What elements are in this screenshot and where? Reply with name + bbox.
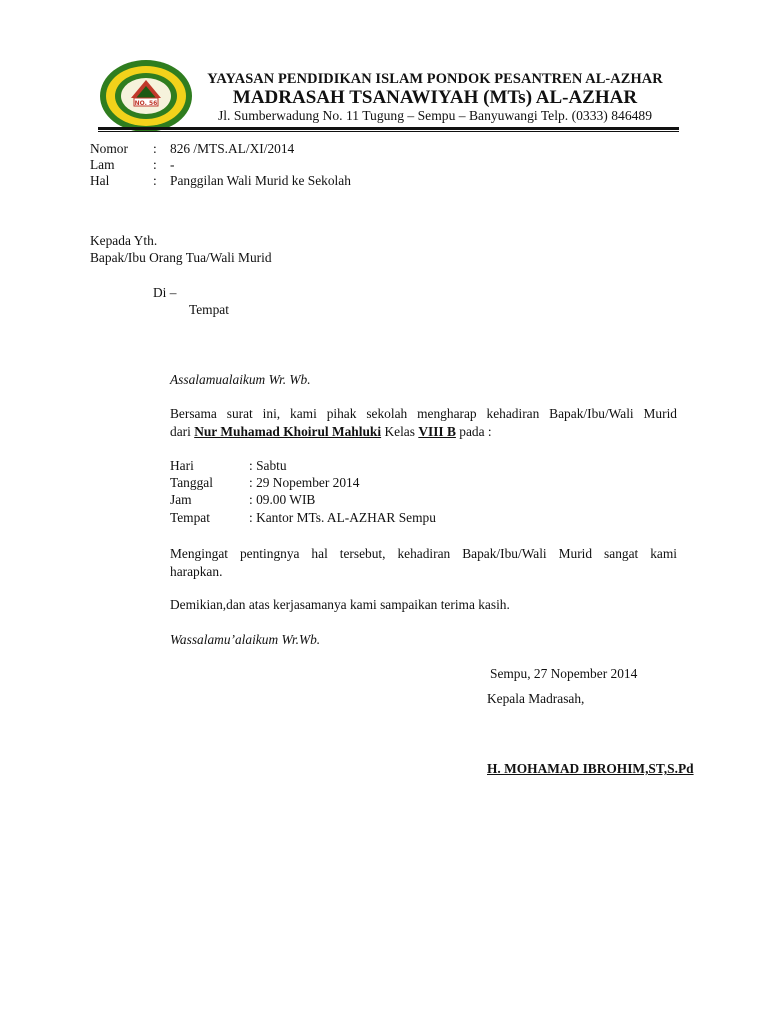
detail-date-value: : 29 Nopember 2014 <box>249 475 360 490</box>
foundation-name: YAYASAN PENDIDIKAN ISLAM PONDOK PESANTREN AL-AZHAR <box>207 71 663 87</box>
lam-label: Lam <box>90 157 115 172</box>
importance-paragraph <box>170 545 677 580</box>
recipient-name: Bapak/Ibu Orang Tua/Wali Murid <box>90 250 272 265</box>
detail-place-value: : Kantor MTs. AL-AZHAR Sempu <box>249 510 436 525</box>
signer-name: H. MOHAMAD IBROHIM,ST,S.Pd <box>487 761 694 776</box>
importance-line-2: harapkan. <box>170 563 223 579</box>
lam-value: - <box>170 157 175 172</box>
detail-place-label: Tempat <box>170 510 210 525</box>
closing-text: Demikian,dan atas kerjasamanya kami sampaikan terima kasih. <box>170 597 510 612</box>
letterhead-rule-thick <box>98 127 679 130</box>
letterhead-rule-thin <box>98 131 679 132</box>
detail-time-value: : 09.00 WIB <box>249 492 316 507</box>
hal-colon: : <box>153 173 157 188</box>
detail-day-label: Hari <box>170 458 194 473</box>
recipient-place: Tempat <box>189 302 229 317</box>
intro-line-2: dari Nur Muhamad Khoirul Mahluki Kelas VIII B pada : <box>170 423 492 439</box>
signature-place-date: Sempu, 27 Nopember 2014 <box>490 666 638 681</box>
recipient-salutation: Kepada Yth. <box>90 233 158 248</box>
hal-label: Hal <box>90 173 110 188</box>
nomor-colon: : <box>153 141 157 156</box>
detail-time-label: Jam <box>170 492 192 507</box>
school-logo <box>98 58 194 134</box>
signature-title: Kepala Madrasah, <box>487 691 585 706</box>
farewell: Wassalamu’alaikum Wr.Wb. <box>170 632 321 647</box>
school-name: MADRASAH TSANAWIYAH (MTs) AL-AZHAR <box>232 87 638 108</box>
nomor-value: 826 /MTS.AL/XI/2014 <box>170 141 295 156</box>
logo-number: NO. 56 <box>134 100 158 107</box>
detail-date-label: Tanggal <box>170 475 213 490</box>
school-address: Jl. Sumberwadung No. 11 Tugung – Sempu – Banyuwangi Telp. (0333) 846489 <box>217 108 653 123</box>
class-name: VIII B <box>418 423 456 439</box>
importance-line-1: Mengingat pentingnya hal tersebut, kehadiran Bapak/Ibu/Wali Murid sangat kami <box>170 546 677 561</box>
hal-value: Panggilan Wali Murid ke Sekolah <box>170 173 351 188</box>
lam-colon: : <box>153 157 157 172</box>
intro-paragraph <box>170 405 677 440</box>
recipient-di: Di – <box>153 285 177 300</box>
nomor-label: Nomor <box>90 141 128 156</box>
greeting: Assalamualaikum Wr. Wb. <box>170 372 311 387</box>
intro-line-1: Bersama surat ini, kami pihak sekolah mengharap kehadiran Bapak/Ibu/Wali Murid <box>170 406 677 421</box>
detail-day-value: : Sabtu <box>249 458 287 473</box>
student-name: Nur Muhamad Khoirul Mahluki <box>194 423 382 439</box>
